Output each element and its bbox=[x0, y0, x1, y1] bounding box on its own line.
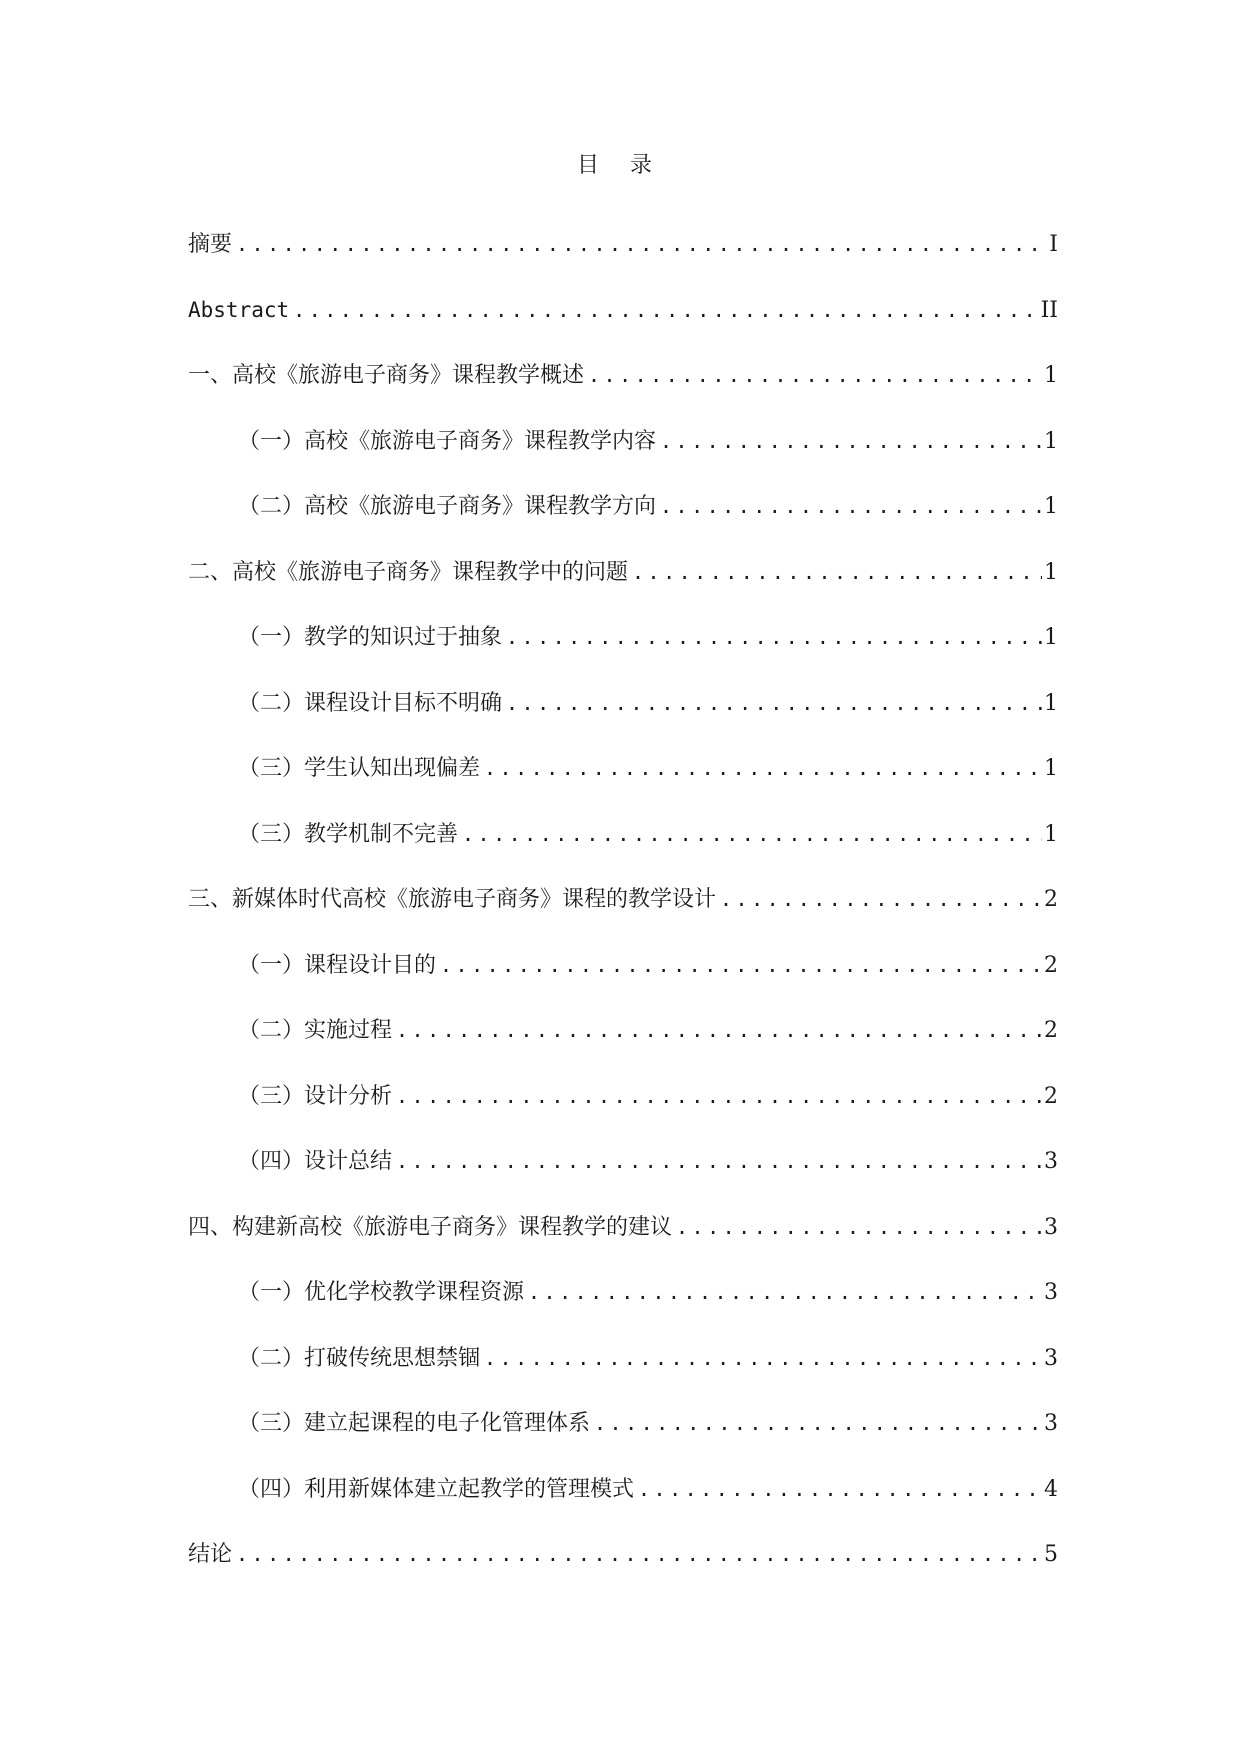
toc-page-number: 1 bbox=[1044, 756, 1058, 781]
toc-entry[interactable] bbox=[188, 1538, 1058, 1604]
toc-page-number: 3 bbox=[1044, 1149, 1058, 1174]
toc-entry[interactable] bbox=[188, 1276, 1058, 1342]
toc-list bbox=[188, 228, 1058, 1604]
toc-page-number: 2 bbox=[1044, 1018, 1058, 1043]
toc-entry-label: （二）实施过程 bbox=[238, 1018, 393, 1043]
toc-entry[interactable] bbox=[188, 1080, 1058, 1146]
toc-entry[interactable] bbox=[188, 556, 1058, 622]
toc-page-number: II bbox=[1040, 297, 1058, 323]
toc-leader-dots bbox=[588, 359, 1042, 391]
toc-leader-dots bbox=[720, 883, 1042, 915]
toc-entry[interactable] bbox=[188, 1473, 1058, 1539]
toc-page-number: 1 bbox=[1044, 821, 1058, 847]
toc-page-number: 3 bbox=[1044, 1214, 1058, 1240]
toc-entry-label: 结论 bbox=[188, 1542, 233, 1567]
toc-page-number: 4 bbox=[1044, 1476, 1058, 1502]
toc-entry-label: 三、新媒体时代高校《旅游电子商务》课程的教学设计 bbox=[188, 887, 717, 912]
toc-page-number: 1 bbox=[1044, 428, 1058, 454]
toc-leader-dots bbox=[506, 687, 1042, 719]
toc-entry-label: （二）打破传统思想禁锢 bbox=[238, 1345, 481, 1371]
toc-entry[interactable] bbox=[188, 687, 1058, 753]
toc-leader-dots bbox=[484, 1342, 1042, 1374]
toc-entry-label: （三）学生认知出现偏差 bbox=[238, 756, 481, 781]
toc-entry-label: （一）教学的知识过于抽象 bbox=[238, 625, 503, 650]
toc-entry[interactable] bbox=[188, 1342, 1058, 1408]
toc-page-number: 3 bbox=[1044, 1411, 1058, 1436]
toc-page-number: 2 bbox=[1044, 1083, 1058, 1109]
toc-entry-label: （二）课程设计目标不明确 bbox=[238, 690, 503, 716]
toc-entry[interactable] bbox=[188, 752, 1058, 818]
toc-page-number: 3 bbox=[1044, 1280, 1058, 1305]
toc-entry-label: 四、构建新高校《旅游电子商务》课程教学的建议 bbox=[188, 1214, 673, 1240]
toc-leader-dots bbox=[660, 490, 1042, 522]
toc-page-number: 1 bbox=[1044, 625, 1058, 650]
toc-entry-label: （三）建立起课程的电子化管理体系 bbox=[238, 1411, 591, 1436]
toc-leader-dots bbox=[236, 228, 1044, 260]
toc-entry-label: （三）设计分析 bbox=[238, 1083, 393, 1109]
toc-entry[interactable] bbox=[188, 1014, 1058, 1080]
toc-page-number: 5 bbox=[1044, 1542, 1058, 1567]
toc-leader-dots bbox=[236, 1538, 1042, 1570]
toc-entry[interactable] bbox=[188, 359, 1058, 425]
toc-entry-label: （三）教学机制不完善 bbox=[238, 821, 459, 847]
toc-page-number: I bbox=[1049, 232, 1058, 257]
toc-entry[interactable] bbox=[188, 228, 1058, 294]
toc-entry-label: （一）优化学校教学课程资源 bbox=[238, 1280, 525, 1305]
toc-page-number: 3 bbox=[1044, 1345, 1058, 1371]
toc-leader-dots bbox=[396, 1145, 1042, 1177]
toc-leader-dots bbox=[676, 1211, 1042, 1243]
toc-entry[interactable] bbox=[188, 1211, 1058, 1277]
toc-entry[interactable] bbox=[188, 883, 1058, 949]
toc-entry[interactable] bbox=[188, 818, 1058, 884]
toc-entry-label: Abstract bbox=[188, 297, 290, 322]
toc-leader-dots bbox=[528, 1276, 1042, 1308]
toc-entry-label: （一）课程设计目的 bbox=[238, 952, 437, 978]
toc-leader-dots bbox=[632, 556, 1042, 588]
toc-title: 目 录 bbox=[577, 153, 664, 178]
toc-entry-label: 一、高校《旅游电子商务》课程教学概述 bbox=[188, 363, 585, 388]
toc-page-number: 1 bbox=[1044, 363, 1058, 388]
toc-page-number: 1 bbox=[1044, 494, 1058, 519]
toc-leader-dots bbox=[594, 1407, 1042, 1439]
toc-entry[interactable] bbox=[188, 1145, 1058, 1211]
toc-entry-label: （二）高校《旅游电子商务》课程教学方向 bbox=[238, 494, 657, 519]
toc-entry[interactable] bbox=[188, 1407, 1058, 1473]
toc-leader-dots bbox=[660, 425, 1042, 457]
toc-page-number: 2 bbox=[1044, 952, 1058, 978]
toc-page-number: 2 bbox=[1044, 887, 1058, 912]
toc-leader-dots bbox=[638, 1473, 1042, 1505]
toc-leader-dots bbox=[396, 1080, 1042, 1112]
toc-entry-label: （四）设计总结 bbox=[238, 1149, 393, 1174]
toc-leader-dots bbox=[484, 752, 1042, 784]
toc-page-number: 1 bbox=[1044, 559, 1058, 585]
toc-leader-dots bbox=[293, 294, 1038, 326]
toc-entry[interactable] bbox=[188, 621, 1058, 687]
toc-page-number: 1 bbox=[1044, 690, 1058, 716]
toc-entry[interactable] bbox=[188, 425, 1058, 491]
toc-entry-label: （四）利用新媒体建立起教学的管理模式 bbox=[238, 1476, 635, 1502]
toc-entry-label: 二、高校《旅游电子商务》课程教学中的问题 bbox=[188, 559, 629, 585]
toc-entry[interactable] bbox=[188, 294, 1058, 360]
toc-leader-dots bbox=[396, 1014, 1042, 1046]
toc-entry[interactable] bbox=[188, 949, 1058, 1015]
toc-entry-label: （一）高校《旅游电子商务》课程教学内容 bbox=[238, 428, 657, 454]
toc-leader-dots bbox=[462, 818, 1042, 850]
toc-entry-label: 摘要 bbox=[188, 232, 233, 257]
toc-leader-dots bbox=[506, 621, 1042, 653]
toc-entry[interactable] bbox=[188, 490, 1058, 556]
toc-leader-dots bbox=[440, 949, 1042, 981]
